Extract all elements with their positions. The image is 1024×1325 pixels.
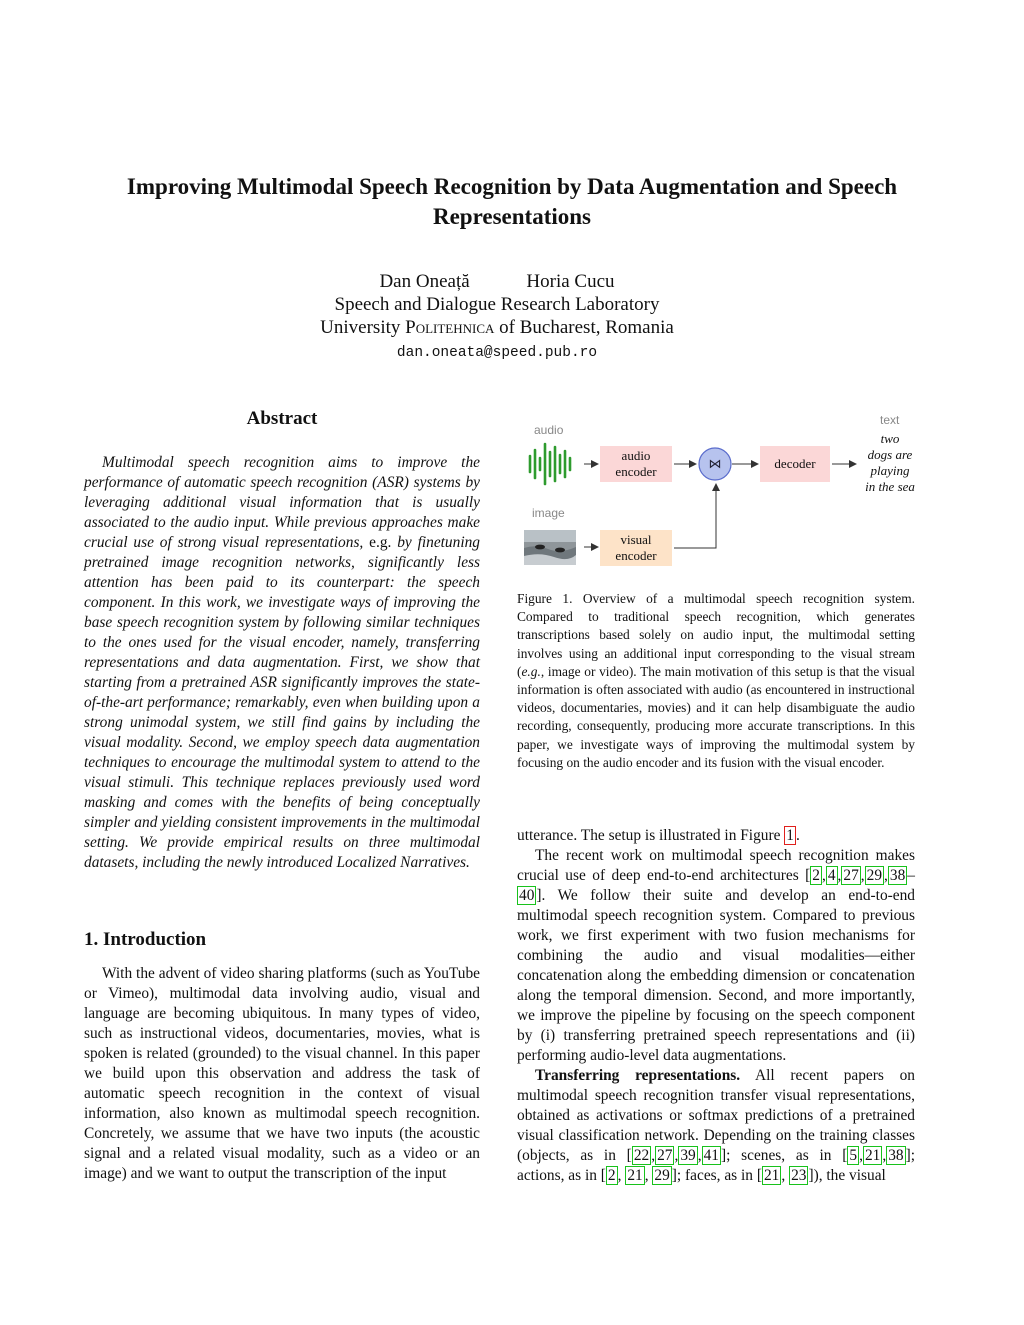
- citation-link[interactable]: 23: [791, 1167, 807, 1184]
- visual-encoder-line1: visual: [620, 532, 652, 547]
- fusion-symbol: ⋈: [708, 456, 722, 471]
- output-text: [858, 430, 922, 496]
- citation-link[interactable]: 21: [864, 1147, 881, 1164]
- citation-link[interactable]: 21: [763, 1167, 780, 1184]
- citation-link[interactable]: 5: [849, 1147, 858, 1164]
- label-image: image: [532, 506, 565, 520]
- p3-e: ]), the visual: [808, 1167, 886, 1184]
- citation-link[interactable]: 2: [607, 1167, 616, 1184]
- citation-link[interactable]: 38: [889, 867, 906, 884]
- citation-link[interactable]: 4: [827, 867, 836, 884]
- citation-link[interactable]: 38: [888, 1147, 904, 1164]
- waveform-icon: [530, 444, 570, 484]
- author-email[interactable]: dan.oneata@speed.pub.ro: [396, 345, 598, 361]
- p2-b: ]. We follow their suite and develop an end-to-end multimodal speech recognition system. Compared to previous work, we first experiment with two fusion mechanisms for combining the audio and visual modalities—either concatenation along the embedding dimension or concatenation along the temporal dimension. Second, and more importantly, we improve the pipeline by focusing on the speech component by (i) transferring pretrained speech representations and (ii) performing audio-level data augmentations.: [517, 887, 915, 1064]
- author-names: [0, 270, 994, 293]
- university-suffix: of Bucharest, Romania: [494, 317, 674, 338]
- citation-link[interactable]: 21: [627, 1167, 643, 1184]
- paragraph-setup: [517, 826, 915, 846]
- section-heading-introduction: 1. Introduction: [84, 929, 207, 950]
- output-line2: dogs are: [867, 447, 913, 462]
- introduction-body: With the advent of video sharing platforms (such as YouTube or Vimeo), multimodal data involving audio, visual and language are becoming ubiquitous. In many types of video, such as instructional videos, documentaries, movies, what is spoken is related (grounded) to the visual channel. In this paper we build upon this observation and address the task of automatic speech recognition in the context of visual information, also known as multimodal speech recognition. Concretely, we assume that we have two inputs (the acoustic signal and a related visual modality, such as a video or an image) and we want to output the transcription of the input: [84, 965, 480, 1182]
- author-2: Horia Cucu: [526, 271, 615, 292]
- affiliation-university: [0, 316, 994, 339]
- citation-link[interactable]: 27: [843, 867, 859, 884]
- p1-text: utterance. The setup is illustrated in Figure: [517, 827, 785, 844]
- p3-b: ]; scenes, as in [: [720, 1147, 848, 1164]
- output-line4: in the sea: [865, 479, 915, 494]
- output-line1: two: [880, 431, 900, 446]
- audio-encoder-box: [600, 446, 672, 482]
- paper-title: Improving Multimodal Speech Recognition by Data Augmentation and Speech Representations: [126, 174, 898, 229]
- figure-1-caption: [517, 590, 915, 772]
- right-column-body: [517, 826, 915, 1186]
- figure-1-ref-link[interactable]: 1: [786, 827, 794, 844]
- university-name: Politehnica: [405, 317, 495, 338]
- abstract-part2: by finetuning pretrained image recognition networks, significantly less attention has been paid to its counterpart: the speech component. In this work, we investigate ways of improving the base speech recognition system by following similar techniques to the ones used for the visual encoder, namely, transferring representations and data augmentation. First, we show that starting from a pretrained ASR significantly improves the state-of-the-art performance; remarkably, even when building upon a strong unimodal system, we still find gains by including the visual modality. Second, we employ speech data augmentation techniques to encourage the multimodal system to attend to the visual stimuli. This technique replaces previously used word masking and comes with the benefits of being conceptually simpler and yielding consistent improvements in the multimodal setting. We provide empirical results on three multimodal datasets, including the newly introduced Localized Narratives.: [84, 534, 480, 871]
- citation-link[interactable]: 29: [654, 1167, 670, 1184]
- audio-encoder-line1: audio: [621, 448, 651, 463]
- abstract-heading: Abstract: [246, 408, 318, 429]
- citation-link[interactable]: 29: [866, 867, 883, 884]
- label-audio: audio: [534, 423, 564, 437]
- paragraph-transferring: Transferring representations. All recent papers on multimodal speech recognition transfer visual representations, obtained as activations or softmax predictions of a pretrained visual classification network. Depending on the training classes (objects, as in [ 22 , 27 , 39 , 41 ]; scenes, as in [ 5 , 21 , 38 ]; actions, as in [ 2 , 21 , 29 ]; faces, as in [ 21 , 23 ]), the visual: [517, 1067, 916, 1184]
- citation-link[interactable]: 40: [519, 887, 535, 904]
- caption-eg: e.g.: [521, 663, 541, 679]
- citation-link[interactable]: 22: [633, 1147, 650, 1164]
- sea-image-thumbnail: [524, 530, 576, 565]
- visual-encoder-line2: encoder: [615, 548, 657, 563]
- author-block: [0, 270, 994, 365]
- p1-end: .: [795, 827, 800, 844]
- p3-a: All recent papers on multimodal speech recognition transfer visual representations, obtained as activations or softmax predictions of a pretrained visual classification network. Depending on the training classes (objects, as in [: [517, 1067, 916, 1164]
- p2-dash: –: [907, 867, 915, 884]
- output-line3: playing: [870, 463, 910, 478]
- figure-1: [520, 410, 940, 590]
- citation-link[interactable]: 2: [812, 867, 820, 884]
- p3-bold-heading: Transferring representations.: [535, 1067, 741, 1084]
- abstract-eg: e.g.: [363, 534, 398, 551]
- caption-suffix: , image or video). The main motivation of this setup is that the visual information is often associated with audio (as encountered in instructional videos, documentaries, movies) and it can help disambiguate the audio recording, consequently, producing more accurate transcriptions. In this paper, we investigate ways of improving the multimodal system by focusing on the audio encoder and its fusion with the visual encoder.: [517, 663, 915, 770]
- citation-link[interactable]: 41: [703, 1147, 719, 1164]
- p3-c: ]; actions, as in [: [517, 1147, 915, 1184]
- affiliation-lab: Speech and Dialogue Research Laboratory: [334, 294, 660, 315]
- citation-link[interactable]: 27: [657, 1147, 673, 1164]
- decoder-box: decoder: [760, 446, 830, 482]
- label-text: text: [880, 413, 900, 427]
- paragraph-related-work: The recent work on multimodal speech recognition makes crucial use of deep end-to-end architectures [ 2 , 4 , 27 , 29 , 38 –40 ]. We follow their suite and develop an end-to-end multimodal speech recognition system. Compared to previous work, we first experiment with two fusion mechanisms for combining the audio and visual modalities—either concatenation along the embedding dimension or concatenation along the temporal dimension. Second, and more importantly, we improve the pipeline by focusing on the speech component by (i) transferring pretrained speech representations and (ii) performing audio-level data augmentations.: [517, 847, 915, 1064]
- university-prefix: University: [320, 317, 406, 338]
- abstract-body: [84, 453, 480, 873]
- visual-encoder-box: [600, 530, 672, 566]
- abstract-part1: Multimodal speech recognition aims to improve the performance of automatic speech recognition (ASR) systems by leveraging additional visual information that is usually associated to the audio input. While previous approaches make crucial use of strong visual representations,: [84, 454, 480, 551]
- caption-prefix: Figure 1. Overview of a multimodal speech recognition system. Compared to traditional speech recognition, which generates transcriptions based solely on audio input, the multimodal setting involves using an additional input corresponding to the visual stream (: [517, 591, 915, 679]
- author-1: Dan Oneață: [379, 271, 470, 292]
- p2-a: The recent work on multimodal speech recognition makes crucial use of deep end-to-end architectures [: [517, 847, 915, 884]
- audio-encoder-line2: encoder: [615, 464, 657, 479]
- citation-link[interactable]: 39: [680, 1147, 696, 1164]
- p3-d: ]; faces, as in [: [671, 1167, 762, 1184]
